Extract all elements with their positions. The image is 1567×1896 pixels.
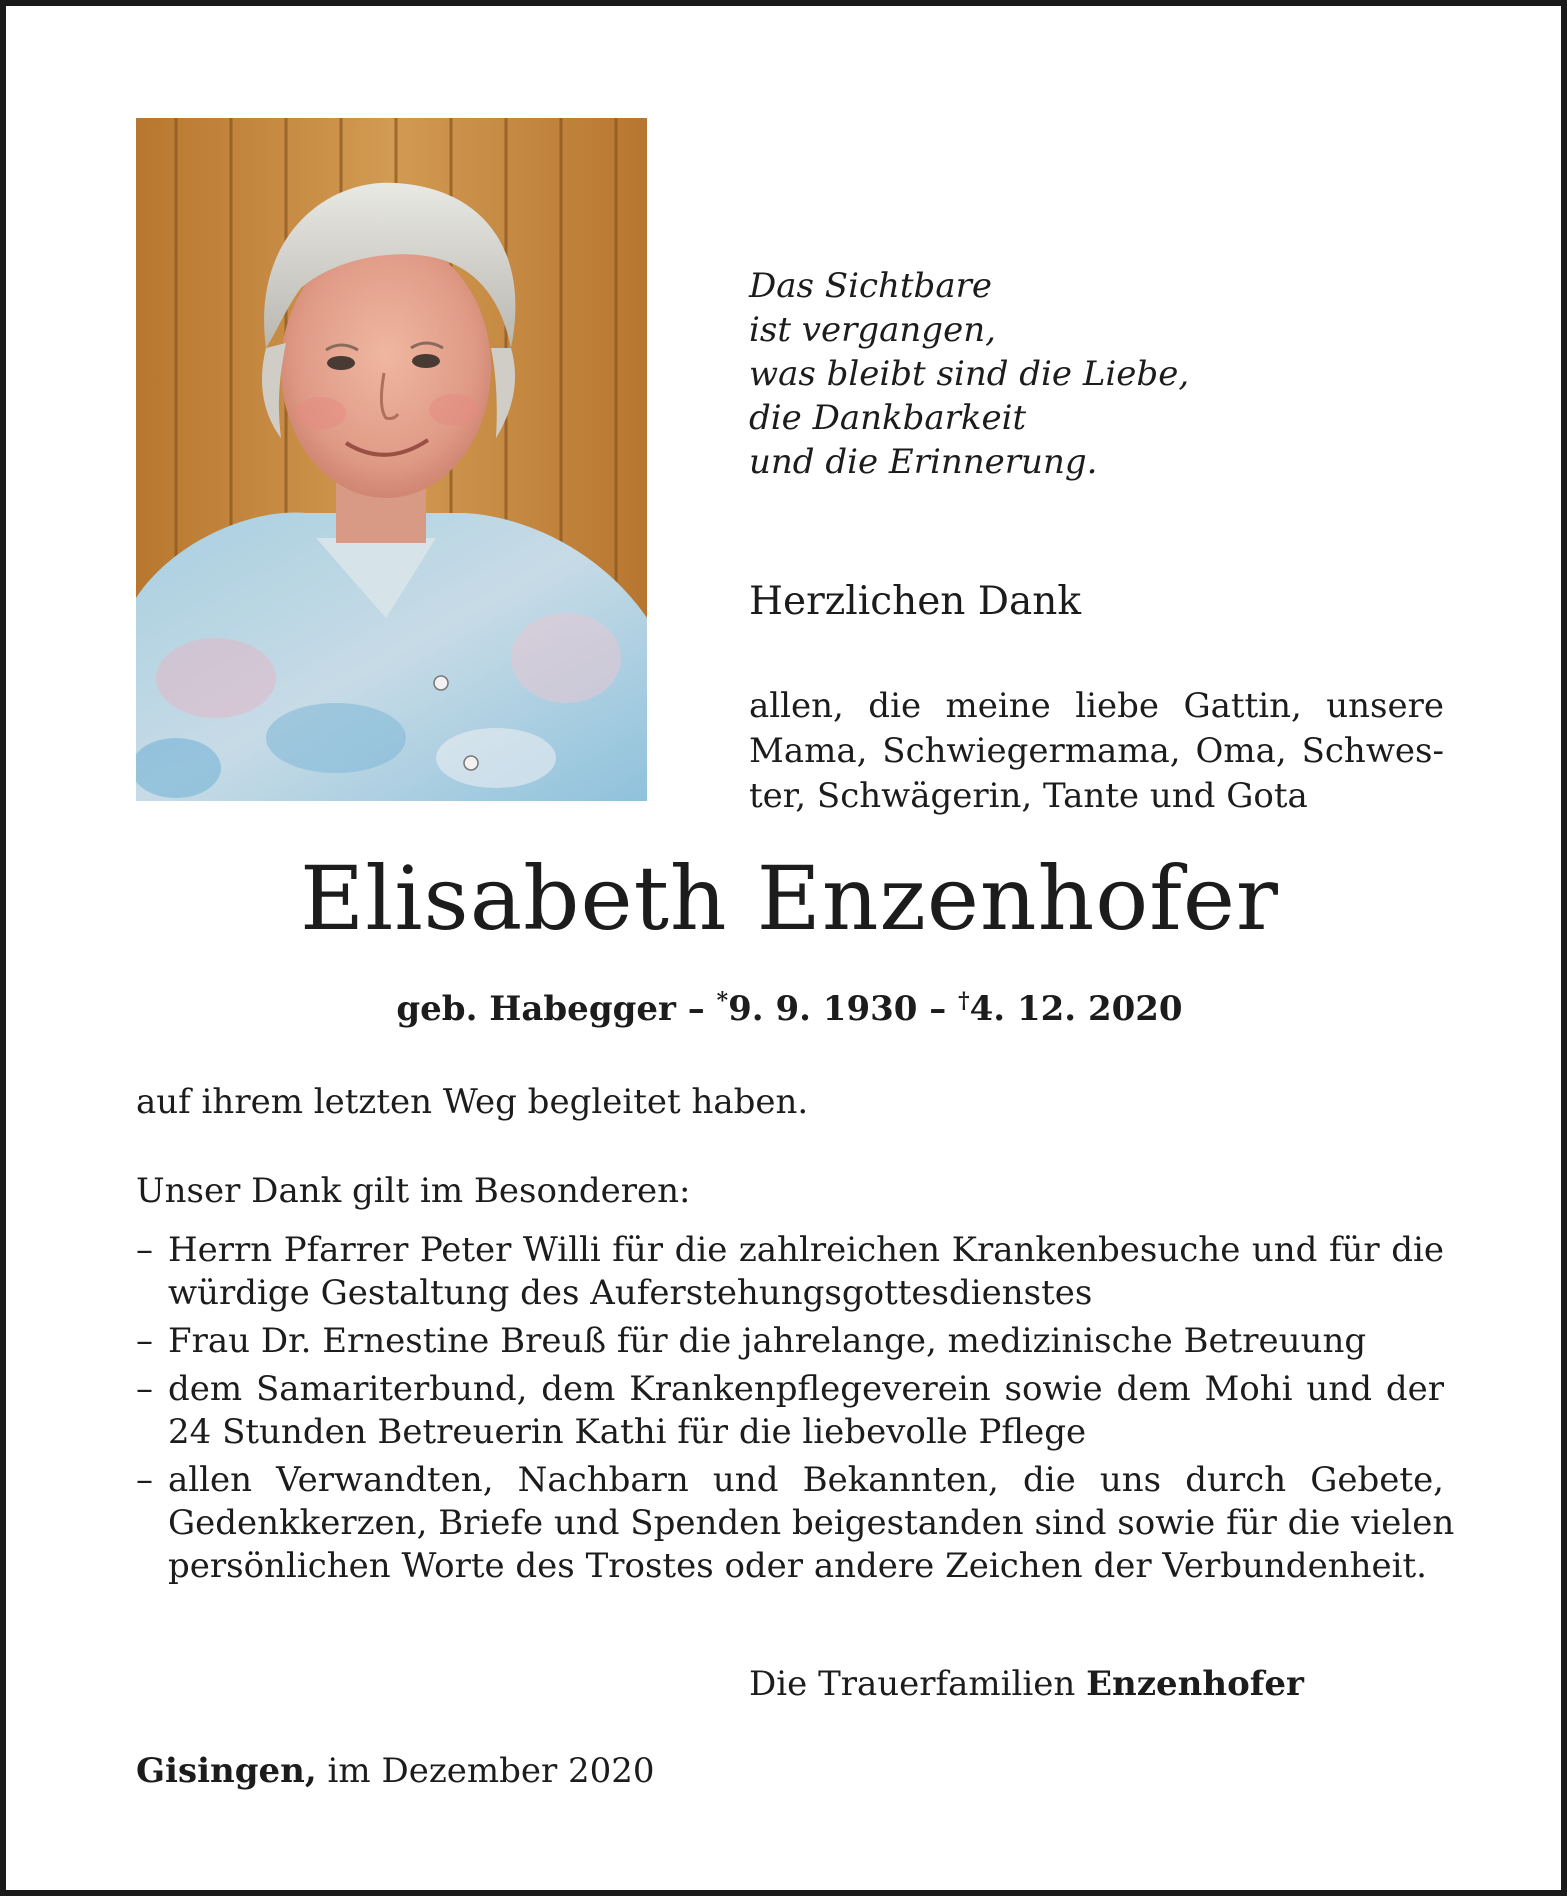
portrait-photo [136, 118, 647, 801]
place-date [136, 1748, 655, 1794]
list-item [136, 1229, 1444, 1315]
intro-line: allen, die meine liebe Gattin, unsere [749, 686, 1444, 726]
dash-bullet: – [136, 1460, 153, 1500]
list-item-line: 24 Stunden Betreuerin Kathi für die liebevolle Pflege [168, 1412, 1087, 1452]
list-item-line: Frau Dr. Ernestine Breuß für die jahrelange, medizinische Betreuung [168, 1321, 1367, 1361]
poem [749, 264, 1349, 484]
death-date: 4. 12. 2020 [969, 989, 1183, 1029]
birth-star-icon: * [716, 988, 729, 1014]
list-item [136, 1459, 1455, 1588]
signoff [749, 1661, 1304, 1707]
death-cross-icon: † [958, 988, 970, 1014]
family-name: Enzenhofer [1086, 1664, 1304, 1704]
list-item-line: Herrn Pfarrer Peter Willi für die zahlreichen Krankenbesuche und für die [168, 1230, 1444, 1270]
poem-line: ist vergangen, [749, 310, 996, 350]
thanks-list [136, 1229, 1455, 1593]
signoff-prefix: Die Trauerfamilien [749, 1664, 1076, 1704]
birth-death-line [6, 978, 1567, 1032]
intro-text [749, 684, 1444, 819]
list-item-line: Gedenkkerzen, Briefe und Spenden beigestanden sind sowie für die vielen [168, 1503, 1455, 1543]
maiden-name: geb. Habegger [396, 989, 676, 1029]
town-name: Gisingen, [136, 1751, 317, 1791]
separator: – [687, 989, 705, 1029]
date-text: im Dezember 2020 [327, 1751, 655, 1791]
poem-line: was bleibt sind die Liebe, [749, 354, 1190, 394]
separator: – [929, 989, 947, 1029]
special-thanks-heading: Unser Dank gilt im Besonderen: [136, 1171, 691, 1211]
poem-line: und die Erinnerung. [749, 442, 1098, 482]
poem-line: die Dankbarkeit [749, 398, 1027, 438]
dash-bullet: – [136, 1230, 153, 1270]
list-item-line: persönlichen Worte des Trostes oder andere Zeichen der Verbundenheit. [168, 1546, 1427, 1586]
dash-bullet: – [136, 1369, 153, 1409]
dash-bullet: – [136, 1321, 153, 1361]
birth-date: 9. 9. 1930 [728, 989, 918, 1029]
thanks-heading: Herzlichen Dank [749, 579, 1082, 624]
intro-line: Mama, Schwiegermama, Oma, Schwes- [749, 731, 1444, 771]
intro-line: ter, Schwägerin, Tante und Gota [749, 776, 1308, 816]
list-item [136, 1320, 1444, 1363]
deceased-name: Elisabeth Enzenhofer [300, 847, 1279, 950]
last-way-text: auf ihrem letzten Weg begleitet haben. [136, 1082, 809, 1122]
poem-line: Das Sichtbare [749, 266, 992, 306]
list-item-line: allen Verwandten, Nachbarn und Bekannten, die uns durch Gebete, [168, 1460, 1444, 1500]
list-item-line: würdige Gestaltung des Auferstehungsgottesdienstes [168, 1273, 1093, 1313]
list-item [136, 1368, 1444, 1454]
list-item-line: dem Samariterbund, dem Krankenpflegeverein sowie dem Mohi und der [168, 1369, 1444, 1409]
